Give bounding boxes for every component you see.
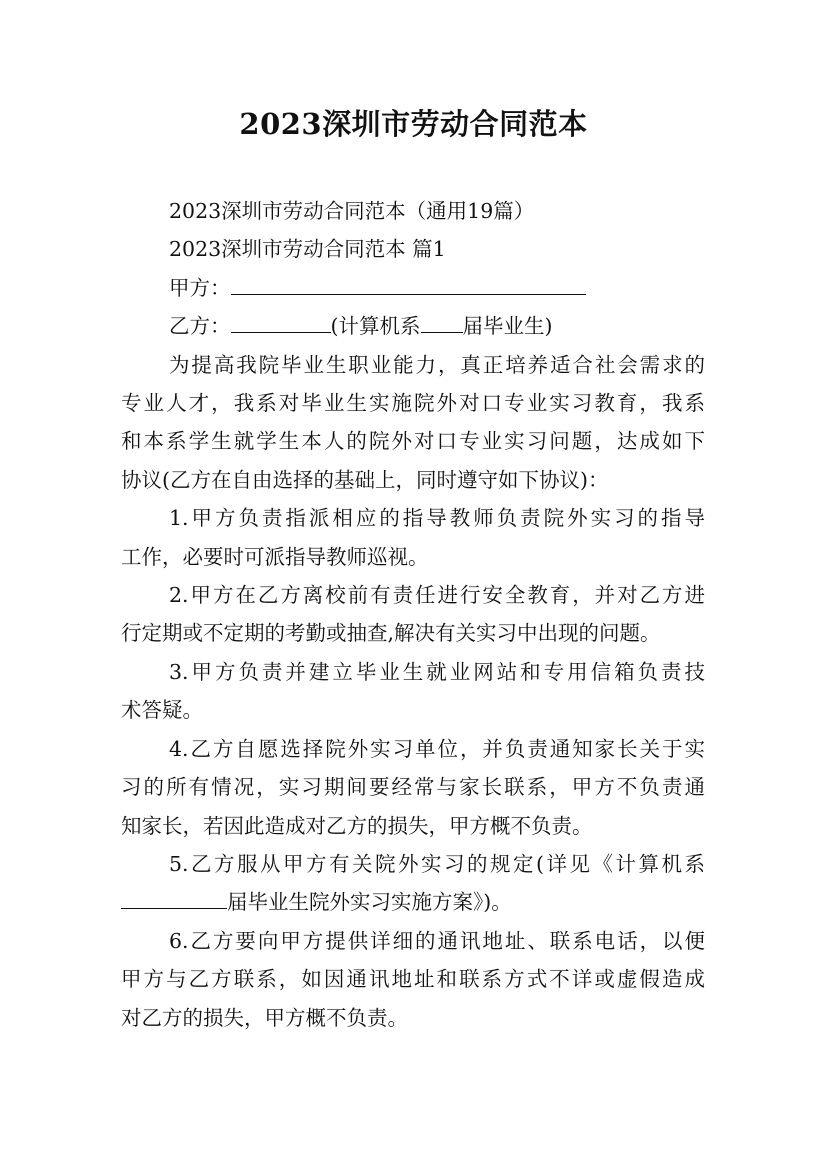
paragraph-line: 行定期或不定期的考勤或抽查,解决有关实习中出现的问题。 <box>121 621 661 646</box>
class-year-blank <box>421 310 463 333</box>
paragraph-line: 知家长，若因此造成对乙方的损失，甲方概不负责。 <box>121 813 593 838</box>
paragraph <box>121 922 705 1037</box>
party-b-blank <box>231 310 331 333</box>
document-body <box>121 192 705 1037</box>
clause-5-line-1: 5.乙方服从甲方有关院外实习的规定(详见《计算机系 <box>169 851 705 876</box>
party-a-label: 甲方： <box>169 275 231 300</box>
paragraph <box>121 346 705 500</box>
party-a-blank <box>231 272 586 295</box>
paragraph-line: 6.乙方要向甲方提供详细的通讯地址、联系电话，以便 <box>169 928 705 953</box>
paragraph <box>121 653 705 730</box>
party-a-line <box>121 269 705 307</box>
paragraph-line: 1.甲方负责指派相应的指导教师负责院外实习的指导 <box>169 506 705 531</box>
paragraph-line: 协议(乙方在自由选择的基础上，同时遵守如下协议)： <box>121 467 609 492</box>
section-heading: 2023深圳市劳动合同范本 篇1 <box>169 237 446 262</box>
paragraph-line: 和本系学生就学生本人的院外对口专业实习问题，达成如下 <box>121 429 705 454</box>
paragraph-line: 4.乙方自愿选择院外实习单位，并负责通知家长关于实 <box>169 736 705 761</box>
subtitle: 2023深圳市劳动合同范本（通用19篇） <box>169 199 535 223</box>
paragraph-line: 习的所有情况，实习期间要经常与家长联系，甲方不负责通 <box>121 775 705 800</box>
paragraph-line: 对乙方的损失，甲方概不负责。 <box>121 1005 408 1030</box>
clause-5-text: 届毕业生院外实习实施方案》)。 <box>227 890 512 915</box>
class-year-blank-2 <box>121 886 227 909</box>
paragraph-line: 专业人才，我系对毕业生实施院外对口专业实习教育，我系 <box>121 391 705 416</box>
clause-5-line-2 <box>121 883 705 921</box>
paragraph <box>121 499 705 576</box>
paragraph <box>121 576 705 653</box>
paragraph-line: 2.甲方在乙方离校前有责任进行安全教育，并对乙方进 <box>169 583 705 608</box>
party-b-label: 乙方： <box>169 314 231 339</box>
paragraphs <box>121 346 705 845</box>
party-b-note-2: 届毕业生) <box>462 314 553 339</box>
party-b-note-1: (计算机系 <box>330 314 421 339</box>
paragraph-line: 为提高我院毕业生职业能力，真正培养适合社会需求的 <box>169 352 705 377</box>
clause-6 <box>121 922 705 1037</box>
paragraph-line: 甲方与乙方联系，如因通讯地址和联系方式不详或虚假造成 <box>121 967 705 992</box>
paragraph-line: 术答疑。 <box>121 698 203 723</box>
paragraph-line: 3.甲方负责并建立毕业生就业网站和专用信箱负责技 <box>169 659 705 684</box>
document-title: 2023深圳市劳动合同范本 <box>239 107 588 141</box>
party-b-line <box>121 307 705 345</box>
paragraph <box>121 730 705 845</box>
paragraph-line: 工作，必要时可派指导教师巡视。 <box>121 544 429 569</box>
